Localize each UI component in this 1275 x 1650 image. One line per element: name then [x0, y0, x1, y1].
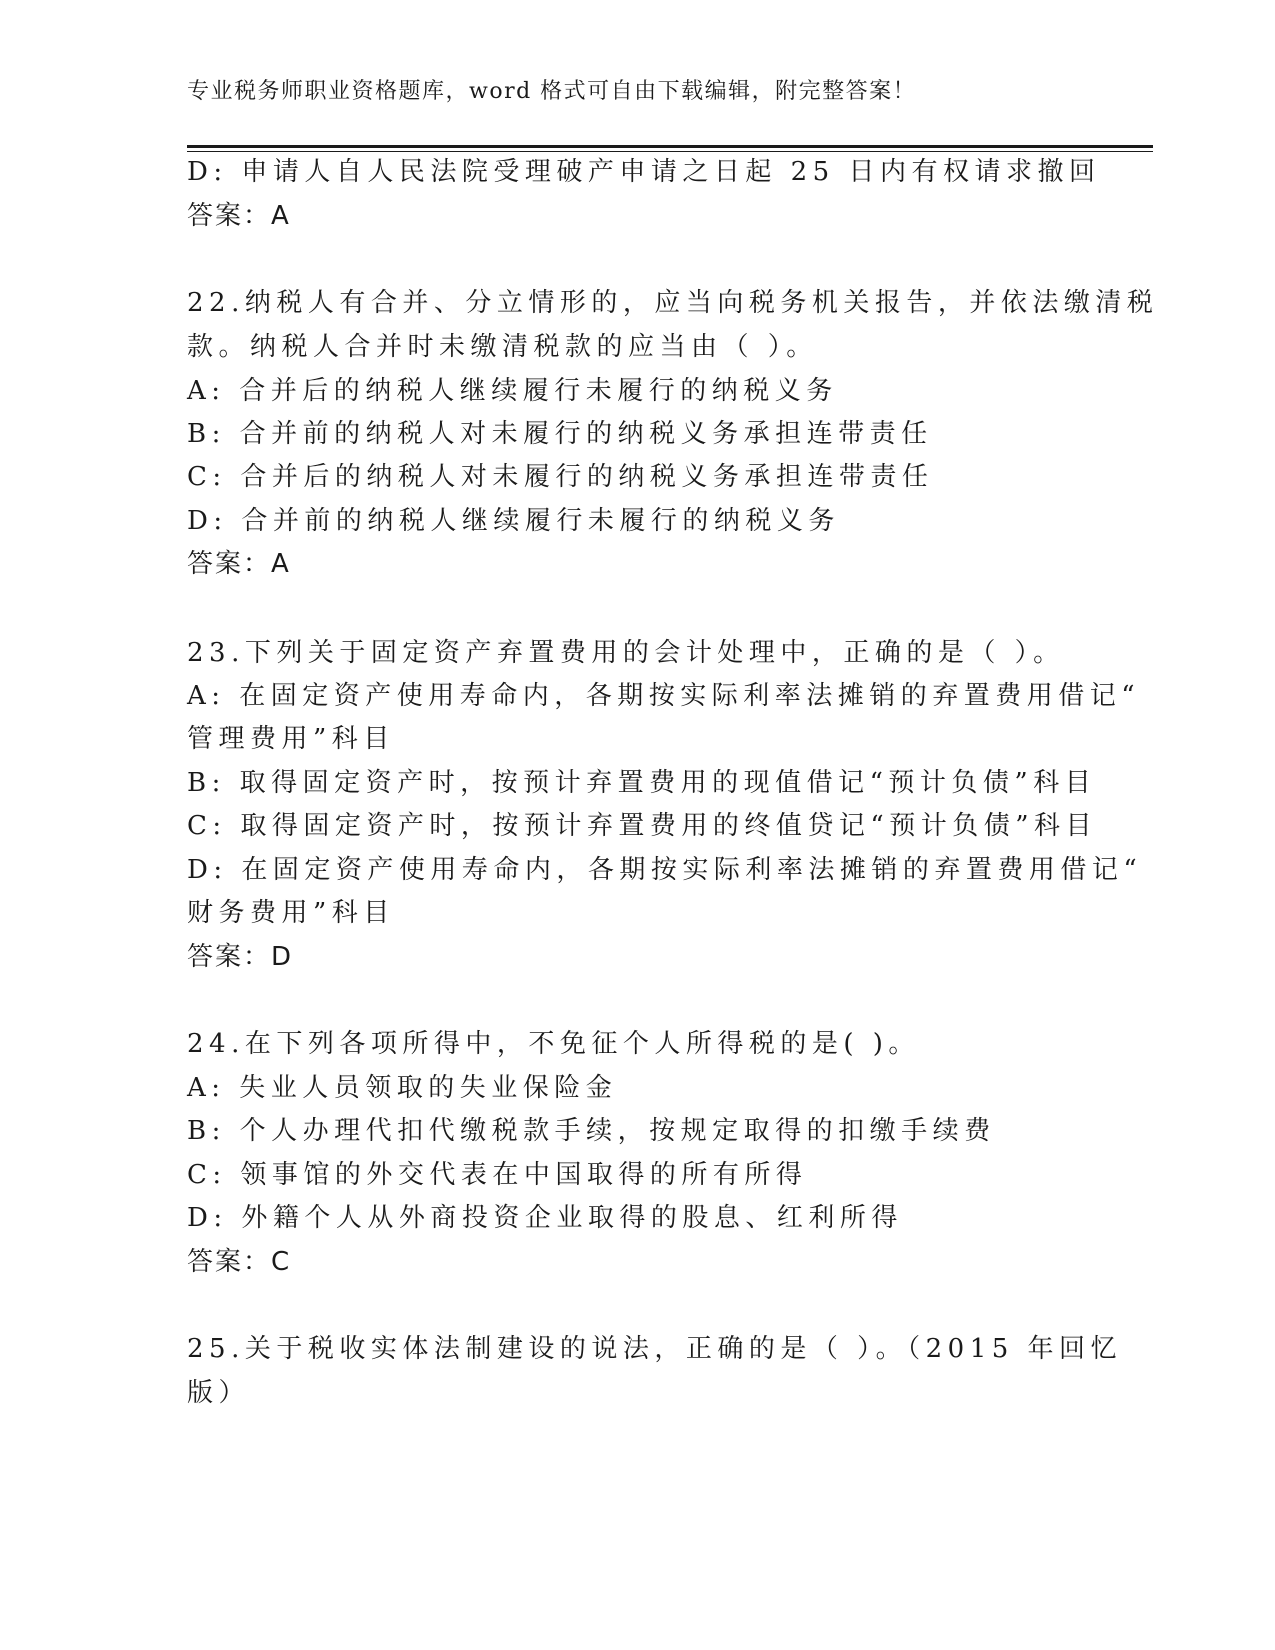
- q22-stem-line1: 22.纳税人有合并、分立情形的，应当向税务机关报告，并依法缴清税: [187, 288, 1159, 318]
- q23-answer: 答案：D: [187, 942, 294, 972]
- header-rule-thick: [187, 145, 1153, 148]
- q21-answer: 答案：A: [187, 201, 291, 231]
- q23-stem: 23.下列关于固定资产弃置费用的会计处理中，正确的是（ ）。: [187, 638, 1065, 668]
- q23-option-b: B: 取得固定资产时，按预计弃置费用的现值借记“预计负债”科目: [187, 768, 1097, 798]
- header-rule-thin: [187, 151, 1153, 152]
- q24-option-d: D: 外籍个人从外商投资企业取得的股息、红利所得: [187, 1203, 903, 1233]
- q22-option-b: B: 合并前的纳税人对未履行的纳税义务承担连带责任: [187, 419, 933, 449]
- q22-option-a: A: 合并后的纳税人继续履行未履行的纳税义务: [187, 376, 838, 406]
- q24-option-c: C: 领事馆的外交代表在中国取得的所有所得: [187, 1160, 808, 1190]
- q24-answer: 答案：C: [187, 1247, 292, 1277]
- q23-option-c: C: 取得固定资产时，按预计弃置费用的终值贷记“预计负债”科目: [187, 811, 1098, 841]
- q23-option-a-line1: A: 在固定资产使用寿命内，各期按实际利率法摊销的弃置费用借记“: [187, 681, 1141, 711]
- q24-option-a: A: 失业人员领取的失业保险金: [187, 1073, 618, 1103]
- q22-answer: 答案：A: [187, 549, 291, 579]
- q23-option-a-line2: 管理费用”科目: [187, 724, 395, 754]
- page-header: 专业税务师职业资格题库，word 格式可自由下载编辑，附完整答案！: [187, 79, 917, 104]
- q23-option-d-line2: 财务费用”科目: [187, 898, 395, 928]
- q22-stem-line2: 款。纳税人合并时未缴清税款的应当由（ ）。: [187, 332, 818, 362]
- q25-stem-line2: 版）: [187, 1378, 251, 1408]
- q24-stem: 24.在下列各项所得中，不免征个人所得税的是( )。: [187, 1029, 920, 1059]
- q25-stem-line1: 25.关于税收实体法制建设的说法，正确的是（ ）。（2015 年回忆: [187, 1334, 1123, 1364]
- q22-option-d: D: 合并前的纳税人继续履行未履行的纳税义务: [187, 506, 840, 536]
- q23-option-d-line1: D: 在固定资产使用寿命内，各期按实际利率法摊销的弃置费用借记“: [187, 855, 1143, 885]
- q21-option-d: D: 申请人自人民法院受理破产申请之日起 25 日内有权请求撤回: [187, 157, 1101, 187]
- q24-option-b: B: 个人办理代扣代缴税款手续，按规定取得的扣缴手续费: [187, 1116, 996, 1146]
- q22-option-c: C: 合并后的纳税人对未履行的纳税义务承担连带责任: [187, 462, 934, 492]
